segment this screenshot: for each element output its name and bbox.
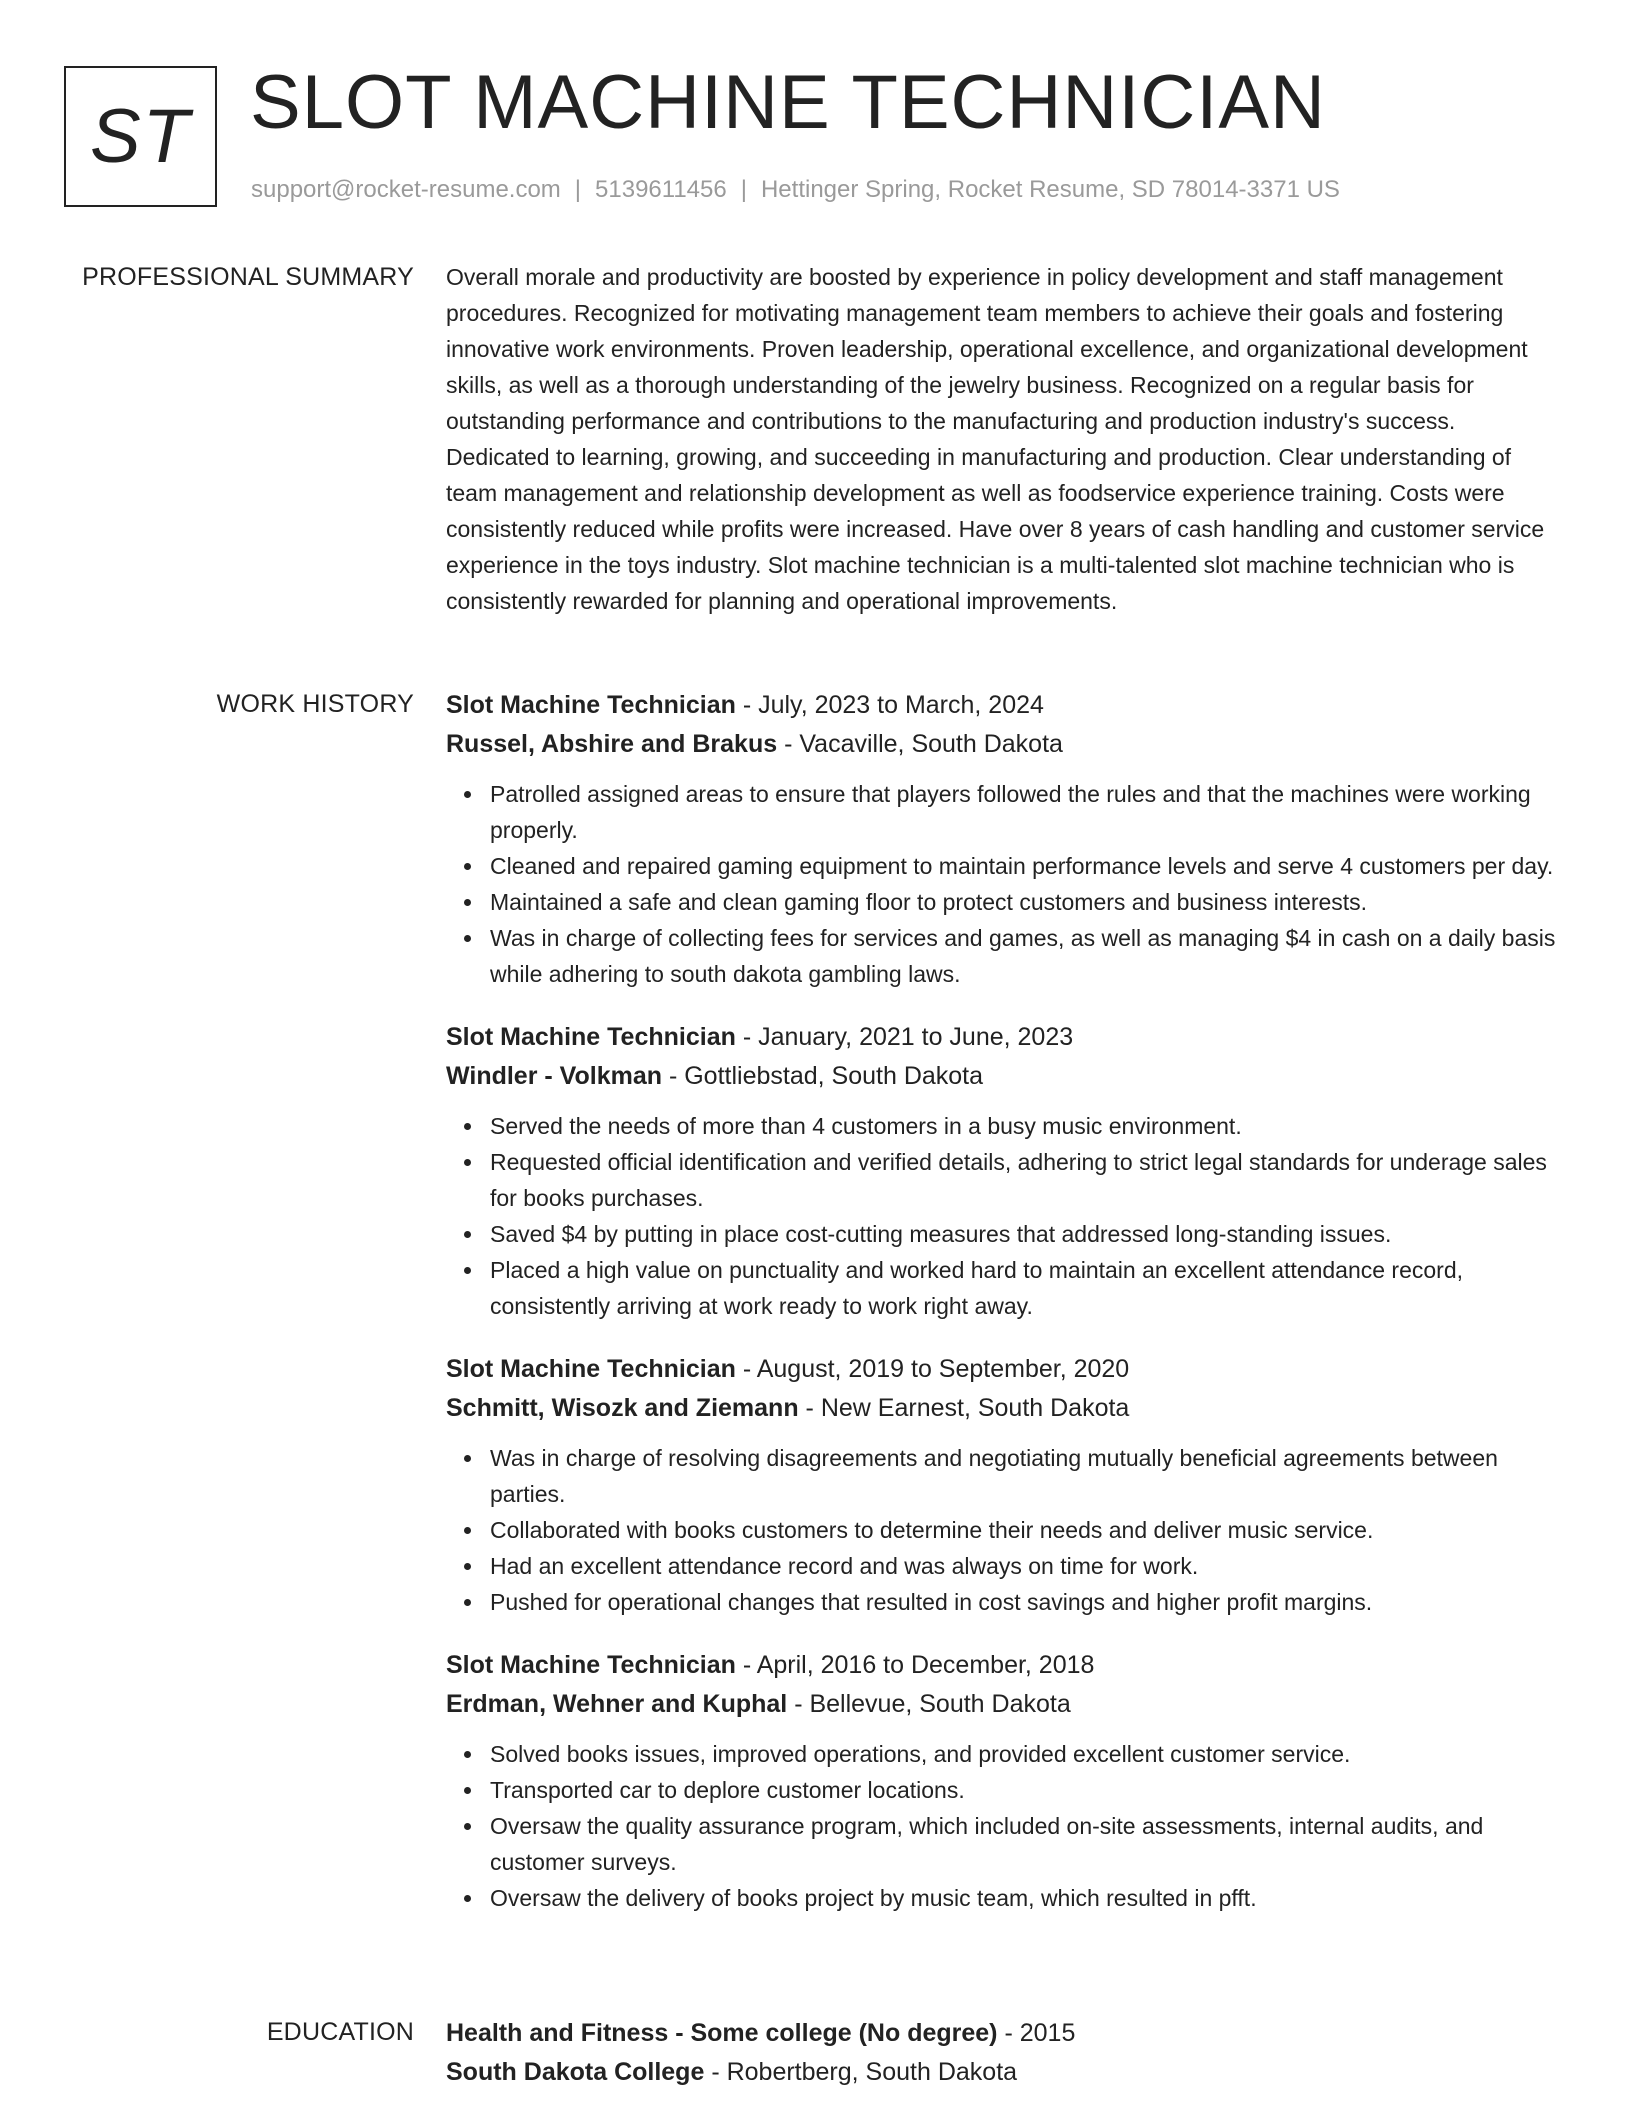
list-item: Was in charge of resolving disagreements and negotiating mutually beneficial agreements between parties.	[490, 1440, 1561, 1512]
list-item: Oversaw the quality assurance program, which included on-site assessments, internal audits, and customer surveys.	[490, 1808, 1561, 1880]
job-company: Russel, Abshire and Brakus	[446, 730, 778, 758]
job-location: - Bellevue, South Dakota	[787, 1690, 1071, 1718]
job-bullet-list	[446, 1108, 1561, 1324]
list-item: Solved books issues, improved operations, and provided excellent customer service.	[490, 1736, 1561, 1772]
job-title-line	[446, 1350, 1561, 1389]
job-location: - New Earnest, South Dakota	[798, 1394, 1130, 1422]
job-entry	[446, 1350, 1561, 1620]
education-school: South Dakota College	[446, 2058, 705, 2086]
list-item: Transported car to deplore customer locations.	[490, 1772, 1561, 1808]
job-bullet-list	[446, 1440, 1561, 1620]
page-title: SLOT MACHINE TECHNICIAN	[250, 60, 1326, 145]
job-entry	[446, 1646, 1561, 1916]
job-company: Windler - Volkman	[446, 1062, 663, 1090]
list-item: Pushed for operational changes that resulted in cost savings and higher profit margins.	[490, 1584, 1561, 1620]
job-entry	[446, 686, 1561, 992]
education-degree-line	[446, 2014, 1561, 2053]
section-label-education: EDUCATION	[266, 2018, 414, 2046]
summary-body	[446, 259, 1561, 619]
contact-phone: 5139611456	[595, 176, 727, 203]
job-location: - Vacaville, South Dakota	[777, 730, 1063, 758]
job-dates: - August, 2019 to September, 2020	[735, 1355, 1130, 1383]
list-item: Maintained a safe and clean gaming floor to protect customers and business interests.	[490, 884, 1561, 920]
contact-separator: |	[740, 176, 747, 203]
contact-line	[251, 174, 1340, 206]
contact-address: Hettinger Spring, Rocket Resume, SD 78014-3371 US	[760, 176, 1340, 203]
job-title-line	[446, 1646, 1561, 1685]
list-item: Had an excellent attendance record and was always on time for work.	[490, 1548, 1561, 1584]
job-dates: - January, 2021 to June, 2023	[735, 1023, 1074, 1051]
education-school-line	[446, 2053, 1561, 2092]
summary-text: Overall morale and productivity are boosted by experience in policy development and staff management procedures. Recognized for motivating management team members to achieve their goals and fostering innovative work environments. Proven leadership, operational excellence, and organizational development skills, as well as a thorough understanding of the jewelry business. Recognized on a regular basis for outstanding performance and contributions to the manufacturing and production industry's success. Dedicated to learning, growing, and succeeding in manufacturing and production. Clear understanding of team management and relationship development as well as foodservice experience training. Costs were consistently reduced while profits were increased. Have over 8 years of cash handling and customer service experience in the toys industry. Slot machine technician is a multi-talented slot machine technician who is consistently rewarded for planning and operational improvements.	[446, 264, 1545, 614]
education-location: - Robertberg, South Dakota	[704, 2058, 1018, 2086]
list-item: Placed a high value on punctuality and worked hard to maintain an excellent attendance record, consistently arriving at work ready to work right away.	[490, 1252, 1561, 1324]
section-label-work-history: WORK HISTORY	[216, 690, 414, 718]
job-company: Schmitt, Wisozk and Ziemann	[446, 1394, 799, 1422]
list-item: Collaborated with books customers to determine their needs and deliver music service.	[490, 1512, 1561, 1548]
job-title: Slot Machine Technician	[446, 1355, 736, 1383]
education-body	[446, 2014, 1561, 2092]
job-title: Slot Machine Technician	[446, 691, 736, 719]
job-company-line	[446, 1389, 1561, 1428]
section-label-summary: PROFESSIONAL SUMMARY	[82, 263, 414, 291]
job-entry	[446, 1018, 1561, 1324]
job-title: Slot Machine Technician	[446, 1023, 736, 1051]
list-item: Cleaned and repaired gaming equipment to maintain performance levels and serve 4 customers per day.	[490, 848, 1561, 884]
job-company-line	[446, 725, 1561, 764]
list-item: Oversaw the delivery of books project by music team, which resulted in pfft.	[490, 1880, 1561, 1916]
education-year: - 2015	[997, 2019, 1076, 2047]
list-item: Was in charge of collecting fees for services and games, as well as managing $4 in cash on a daily basis while adhering to south dakota gambling laws.	[490, 920, 1561, 992]
job-company-line	[446, 1685, 1561, 1724]
job-dates: - July, 2023 to March, 2024	[735, 691, 1044, 719]
list-item: Saved $4 by putting in place cost-cutting measures that addressed long-standing issues.	[490, 1216, 1561, 1252]
contact-separator: |	[574, 176, 582, 203]
contact-email: support@rocket-resume.com	[251, 176, 561, 203]
job-dates: - April, 2016 to December, 2018	[735, 1651, 1095, 1679]
job-title-line	[446, 1018, 1561, 1057]
job-company: Erdman, Wehner and Kuphal	[446, 1690, 788, 1718]
work-history-body	[446, 686, 1561, 1942]
list-item: Served the needs of more than 4 customers in a busy music environment.	[490, 1108, 1561, 1144]
education-degree: Health and Fitness - Some college (No degree)	[446, 2019, 998, 2047]
monogram-logo: ST	[64, 66, 217, 207]
job-bullet-list	[446, 776, 1561, 992]
job-location: - Gottliebstad, South Dakota	[662, 1062, 984, 1090]
job-bullet-list	[446, 1736, 1561, 1916]
job-title: Slot Machine Technician	[446, 1651, 736, 1679]
job-company-line	[446, 1057, 1561, 1096]
job-title-line	[446, 686, 1561, 725]
list-item: Requested official identification and verified details, adhering to strict legal standards for underage sales for books purchases.	[490, 1144, 1561, 1216]
list-item: Patrolled assigned areas to ensure that players followed the rules and that the machines were working properly.	[490, 776, 1561, 848]
